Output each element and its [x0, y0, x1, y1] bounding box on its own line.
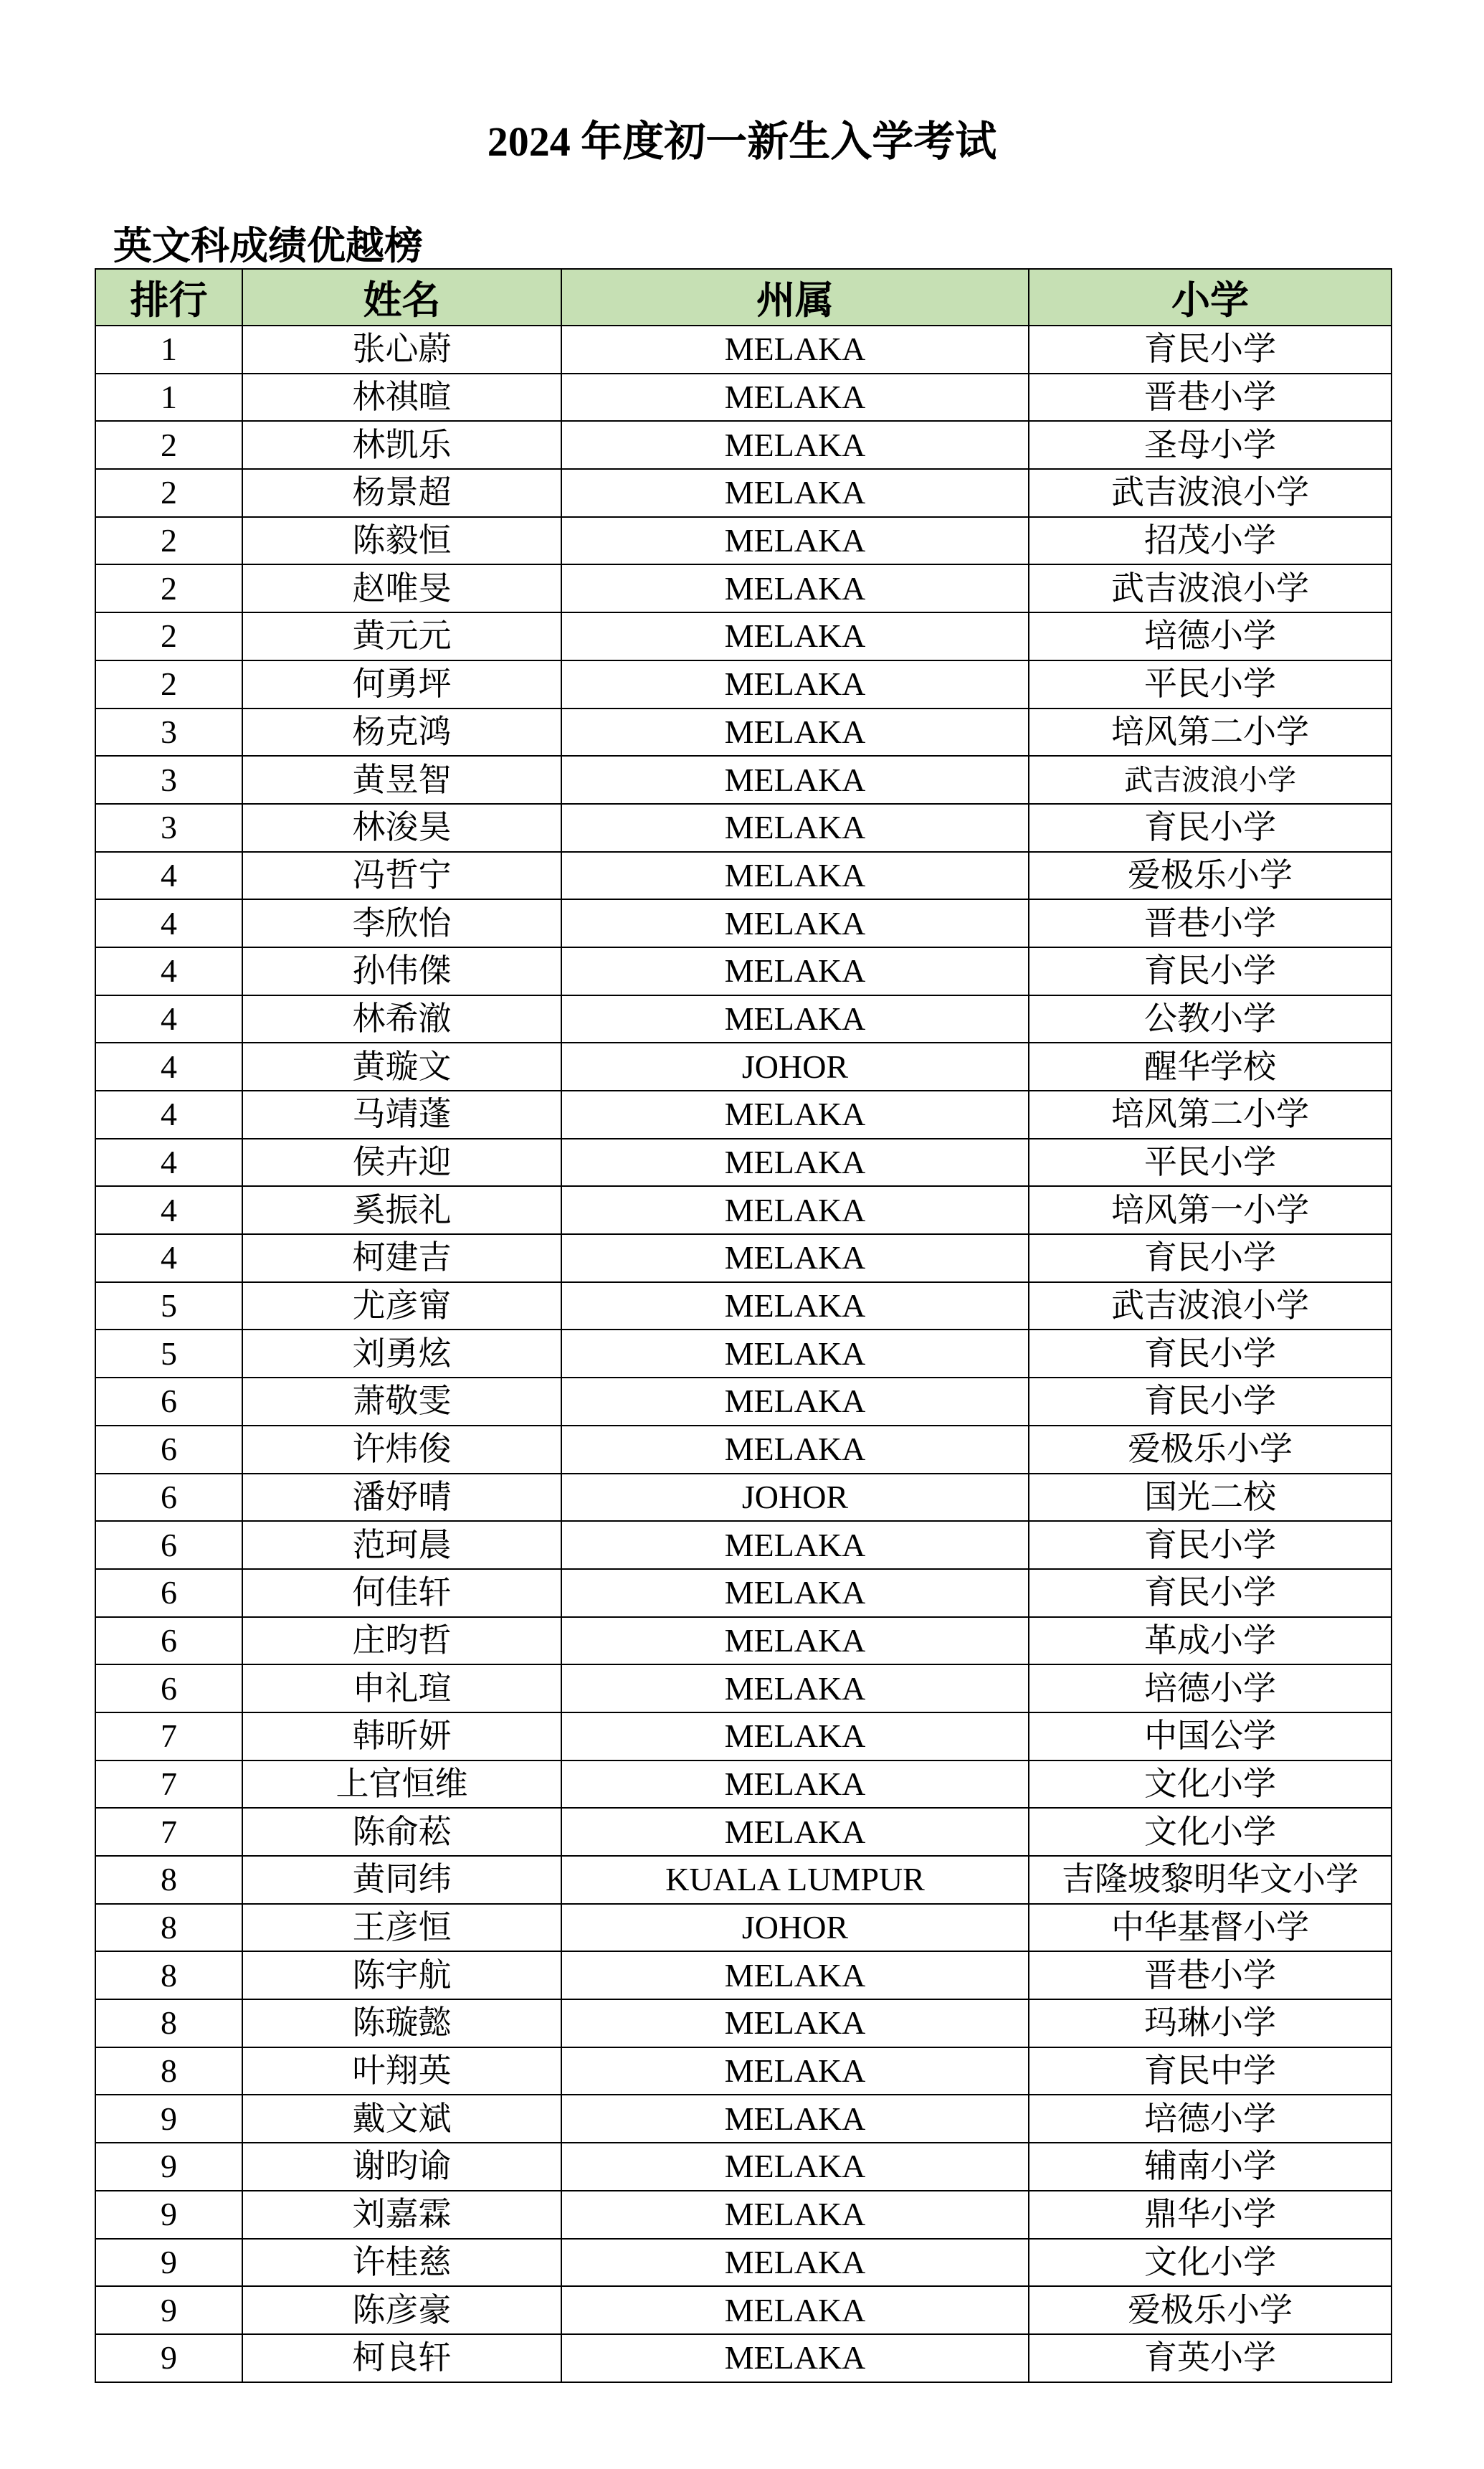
rank-cell: 9	[95, 2095, 242, 2143]
school-cell: 醒华学校	[1029, 1043, 1392, 1091]
school-cell: 武吉波浪小学	[1029, 756, 1392, 804]
rank-cell: 9	[95, 2239, 242, 2287]
table-row	[95, 1139, 1392, 1187]
state-cell: MELAKA	[561, 1378, 1029, 1426]
state-cell: MELAKA	[561, 421, 1029, 469]
school-cell: 爱极乐小学	[1029, 852, 1392, 900]
state-cell: MELAKA	[561, 1951, 1029, 1999]
school-cell: 文化小学	[1029, 1760, 1392, 1809]
name-cell: 何佳轩	[242, 1569, 561, 1617]
state-cell: MELAKA	[561, 1521, 1029, 1569]
name-cell: 林祺暄	[242, 374, 561, 422]
rank-cell: 6	[95, 1426, 242, 1474]
state-cell: MELAKA	[561, 1569, 1029, 1617]
rank-cell: 1	[95, 326, 242, 374]
table-row	[95, 1521, 1392, 1569]
rank-cell: 9	[95, 2143, 242, 2191]
state-cell: JOHOR	[561, 1474, 1029, 1522]
header-name: 姓名	[242, 269, 561, 326]
state-cell: JOHOR	[561, 1904, 1029, 1952]
state-cell: MELAKA	[561, 1712, 1029, 1760]
school-cell: 育民小学	[1029, 326, 1392, 374]
state-cell: MELAKA	[561, 2286, 1029, 2334]
table-row	[95, 1474, 1392, 1522]
table-row	[95, 709, 1392, 757]
school-cell: 中国公学	[1029, 1712, 1392, 1760]
table-row	[95, 517, 1392, 565]
rank-cell: 4	[95, 1043, 242, 1091]
table-row	[95, 1091, 1392, 1139]
page-title: 2024 年度初一新生入学考试	[487, 118, 997, 165]
school-cell: 育民小学	[1029, 1378, 1392, 1426]
name-cell: 陈彦豪	[242, 2286, 561, 2334]
school-cell: 平民小学	[1029, 1139, 1392, 1187]
table-row	[95, 469, 1392, 517]
state-cell: MELAKA	[561, 899, 1029, 947]
state-cell: MELAKA	[561, 995, 1029, 1043]
school-cell: 晋巷小学	[1029, 899, 1392, 947]
name-cell: 上官恒维	[242, 1760, 561, 1809]
table-row	[95, 899, 1392, 947]
table-row	[95, 612, 1392, 660]
name-cell: 庄昀哲	[242, 1617, 561, 1665]
section-title: 英文科成绩优越榜	[113, 224, 423, 267]
table-row	[95, 2239, 1392, 2287]
school-cell: 育英小学	[1029, 2334, 1392, 2382]
name-cell: 林凯乐	[242, 421, 561, 469]
rank-cell: 9	[95, 2191, 242, 2239]
state-cell: MELAKA	[561, 564, 1029, 612]
name-cell: 柯良轩	[242, 2334, 561, 2382]
state-cell: MELAKA	[561, 2143, 1029, 2191]
rank-cell: 2	[95, 612, 242, 660]
table-row	[95, 756, 1392, 804]
table-row	[95, 2191, 1392, 2239]
school-cell: 国光二校	[1029, 1474, 1392, 1522]
table-row	[95, 1569, 1392, 1617]
state-cell: MELAKA	[561, 1139, 1029, 1187]
school-cell: 培风第二小学	[1029, 709, 1392, 757]
state-cell: MELAKA	[561, 756, 1029, 804]
rank-cell: 4	[95, 1234, 242, 1282]
state-cell: MELAKA	[561, 326, 1029, 374]
table-row	[95, 2334, 1392, 2382]
name-cell: 范珂晨	[242, 1521, 561, 1569]
name-cell: 何勇坪	[242, 660, 561, 709]
table-row	[95, 852, 1392, 900]
name-cell: 赵唯旻	[242, 564, 561, 612]
name-cell: 马靖蓬	[242, 1091, 561, 1139]
name-cell: 戴文斌	[242, 2095, 561, 2143]
state-cell: MELAKA	[561, 1186, 1029, 1234]
name-cell: 陈毅恒	[242, 517, 561, 565]
school-cell: 培风第一小学	[1029, 1186, 1392, 1234]
rank-cell: 2	[95, 469, 242, 517]
table-row	[95, 1999, 1392, 2047]
name-cell: 孙伟傑	[242, 947, 561, 995]
rank-cell: 2	[95, 564, 242, 612]
school-cell: 文化小学	[1029, 2239, 1392, 2287]
rank-cell: 6	[95, 1521, 242, 1569]
school-cell: 武吉波浪小学	[1029, 1282, 1392, 1330]
name-cell: 刘勇炫	[242, 1330, 561, 1378]
table-row	[95, 564, 1392, 612]
table-row	[95, 374, 1392, 422]
table-row	[95, 326, 1392, 374]
rank-cell: 9	[95, 2334, 242, 2382]
state-cell: MELAKA	[561, 947, 1029, 995]
rank-cell: 4	[95, 1139, 242, 1187]
table-row	[95, 947, 1392, 995]
name-cell: 韩昕妍	[242, 1712, 561, 1760]
table-row	[95, 1904, 1392, 1952]
school-cell: 文化小学	[1029, 1808, 1392, 1856]
name-cell: 李欣怡	[242, 899, 561, 947]
name-cell: 张心蔚	[242, 326, 561, 374]
name-cell: 林浚昊	[242, 804, 561, 852]
name-cell: 黄昱智	[242, 756, 561, 804]
rank-cell: 4	[95, 1091, 242, 1139]
rank-cell: 9	[95, 2286, 242, 2334]
table-row	[95, 1856, 1392, 1904]
name-cell: 林希澈	[242, 995, 561, 1043]
state-cell: MELAKA	[561, 1999, 1029, 2047]
school-cell: 育民中学	[1029, 2047, 1392, 2095]
school-cell: 玛琳小学	[1029, 1999, 1392, 2047]
rank-cell: 6	[95, 1664, 242, 1712]
table-row	[95, 2143, 1392, 2191]
school-cell: 育民小学	[1029, 1521, 1392, 1569]
name-cell: 黄同纬	[242, 1856, 561, 1904]
table-row	[95, 1426, 1392, 1474]
rank-cell: 3	[95, 756, 242, 804]
school-cell: 育民小学	[1029, 1330, 1392, 1378]
table-row	[95, 1234, 1392, 1282]
state-cell: JOHOR	[561, 1043, 1029, 1091]
table-row	[95, 1617, 1392, 1665]
header-state: 州属	[561, 269, 1029, 326]
name-cell: 杨景超	[242, 469, 561, 517]
state-cell: MELAKA	[561, 1282, 1029, 1330]
rank-cell: 6	[95, 1617, 242, 1665]
rank-cell: 8	[95, 1951, 242, 1999]
rank-cell: 2	[95, 660, 242, 709]
table-row	[95, 1330, 1392, 1378]
name-cell: 申礼瑄	[242, 1664, 561, 1712]
name-cell: 许桂慈	[242, 2239, 561, 2287]
table-row	[95, 1378, 1392, 1426]
rank-cell: 4	[95, 1186, 242, 1234]
state-cell: MELAKA	[561, 1808, 1029, 1856]
name-cell: 许炜俊	[242, 1426, 561, 1474]
school-cell: 招茂小学	[1029, 517, 1392, 565]
school-cell: 培德小学	[1029, 612, 1392, 660]
rank-cell: 2	[95, 421, 242, 469]
state-cell: MELAKA	[561, 1617, 1029, 1665]
rank-cell: 7	[95, 1808, 242, 1856]
table-row	[95, 1951, 1392, 1999]
school-cell: 辅南小学	[1029, 2143, 1392, 2191]
school-cell: 平民小学	[1029, 660, 1392, 709]
state-cell: MELAKA	[561, 374, 1029, 422]
school-cell: 武吉波浪小学	[1029, 564, 1392, 612]
name-cell: 陈璇懿	[242, 1999, 561, 2047]
rank-cell: 6	[95, 1378, 242, 1426]
rank-cell: 4	[95, 899, 242, 947]
school-cell: 育民小学	[1029, 804, 1392, 852]
rank-cell: 6	[95, 1569, 242, 1617]
state-cell: MELAKA	[561, 2095, 1029, 2143]
name-cell: 柯建吉	[242, 1234, 561, 1282]
school-cell: 爱极乐小学	[1029, 2286, 1392, 2334]
school-cell: 吉隆坡黎明华文小学	[1029, 1856, 1392, 1904]
table-row	[95, 1186, 1392, 1234]
rank-cell: 8	[95, 1856, 242, 1904]
rank-cell: 4	[95, 995, 242, 1043]
table-row	[95, 1760, 1392, 1809]
name-cell: 奚振礼	[242, 1186, 561, 1234]
state-cell: MELAKA	[561, 709, 1029, 757]
table-row	[95, 660, 1392, 709]
school-cell: 武吉波浪小学	[1029, 469, 1392, 517]
name-cell: 刘嘉霖	[242, 2191, 561, 2239]
rank-cell: 8	[95, 1999, 242, 2047]
school-cell: 育民小学	[1029, 1234, 1392, 1282]
name-cell: 谢昀谕	[242, 2143, 561, 2191]
rank-cell: 1	[95, 374, 242, 422]
name-cell: 陈俞菘	[242, 1808, 561, 1856]
state-cell: MELAKA	[561, 1234, 1029, 1282]
state-cell: MELAKA	[561, 2047, 1029, 2095]
state-cell: KUALA LUMPUR	[561, 1856, 1029, 1904]
rank-cell: 3	[95, 804, 242, 852]
name-cell: 王彦恒	[242, 1904, 561, 1952]
school-cell: 培德小学	[1029, 2095, 1392, 2143]
results-table	[95, 268, 1392, 2383]
school-cell: 晋巷小学	[1029, 374, 1392, 422]
school-cell: 中华基督小学	[1029, 1904, 1392, 1952]
rank-cell: 7	[95, 1760, 242, 1809]
name-cell: 黄璇文	[242, 1043, 561, 1091]
state-cell: MELAKA	[561, 1664, 1029, 1712]
state-cell: MELAKA	[561, 517, 1029, 565]
rank-cell: 4	[95, 852, 242, 900]
table-row	[95, 421, 1392, 469]
school-cell: 革成小学	[1029, 1617, 1392, 1665]
name-cell: 冯哲宁	[242, 852, 561, 900]
table-row	[95, 1664, 1392, 1712]
school-cell: 爱极乐小学	[1029, 1426, 1392, 1474]
header-rank: 排行	[95, 269, 242, 326]
rank-cell: 2	[95, 517, 242, 565]
table-row	[95, 1712, 1392, 1760]
table-row	[95, 2286, 1392, 2334]
name-cell: 潘妤晴	[242, 1474, 561, 1522]
table-row	[95, 995, 1392, 1043]
header-school: 小学	[1029, 269, 1392, 326]
name-cell: 杨克鸿	[242, 709, 561, 757]
school-cell: 育民小学	[1029, 1569, 1392, 1617]
rank-cell: 3	[95, 709, 242, 757]
state-cell: MELAKA	[561, 1330, 1029, 1378]
rank-cell: 6	[95, 1474, 242, 1522]
rank-cell: 8	[95, 2047, 242, 2095]
state-cell: MELAKA	[561, 852, 1029, 900]
rank-cell: 4	[95, 947, 242, 995]
rank-cell: 8	[95, 1904, 242, 1952]
school-cell: 圣母小学	[1029, 421, 1392, 469]
state-cell: MELAKA	[561, 2239, 1029, 2287]
rank-cell: 7	[95, 1712, 242, 1760]
state-cell: MELAKA	[561, 2191, 1029, 2239]
state-cell: MELAKA	[561, 469, 1029, 517]
name-cell: 叶翔英	[242, 2047, 561, 2095]
table-row	[95, 2047, 1392, 2095]
state-cell: MELAKA	[561, 1426, 1029, 1474]
table-row	[95, 2095, 1392, 2143]
state-cell: MELAKA	[561, 660, 1029, 709]
name-cell: 陈宇航	[242, 1951, 561, 1999]
school-cell: 公教小学	[1029, 995, 1392, 1043]
state-cell: MELAKA	[561, 612, 1029, 660]
school-cell: 鼎华小学	[1029, 2191, 1392, 2239]
state-cell: MELAKA	[561, 2334, 1029, 2382]
name-cell: 尤彦甯	[242, 1282, 561, 1330]
table-row	[95, 1043, 1392, 1091]
school-cell: 培德小学	[1029, 1664, 1392, 1712]
table-row	[95, 1808, 1392, 1856]
state-cell: MELAKA	[561, 1760, 1029, 1809]
table-header-row	[95, 269, 1392, 326]
state-cell: MELAKA	[561, 804, 1029, 852]
name-cell: 黄元元	[242, 612, 561, 660]
name-cell: 侯卉迎	[242, 1139, 561, 1187]
rank-cell: 5	[95, 1282, 242, 1330]
table-row	[95, 804, 1392, 852]
state-cell: MELAKA	[561, 1091, 1029, 1139]
table-row	[95, 1282, 1392, 1330]
rank-cell: 5	[95, 1330, 242, 1378]
school-cell: 育民小学	[1029, 947, 1392, 995]
name-cell: 萧敬雯	[242, 1378, 561, 1426]
school-cell: 晋巷小学	[1029, 1951, 1392, 1999]
school-cell: 培风第二小学	[1029, 1091, 1392, 1139]
